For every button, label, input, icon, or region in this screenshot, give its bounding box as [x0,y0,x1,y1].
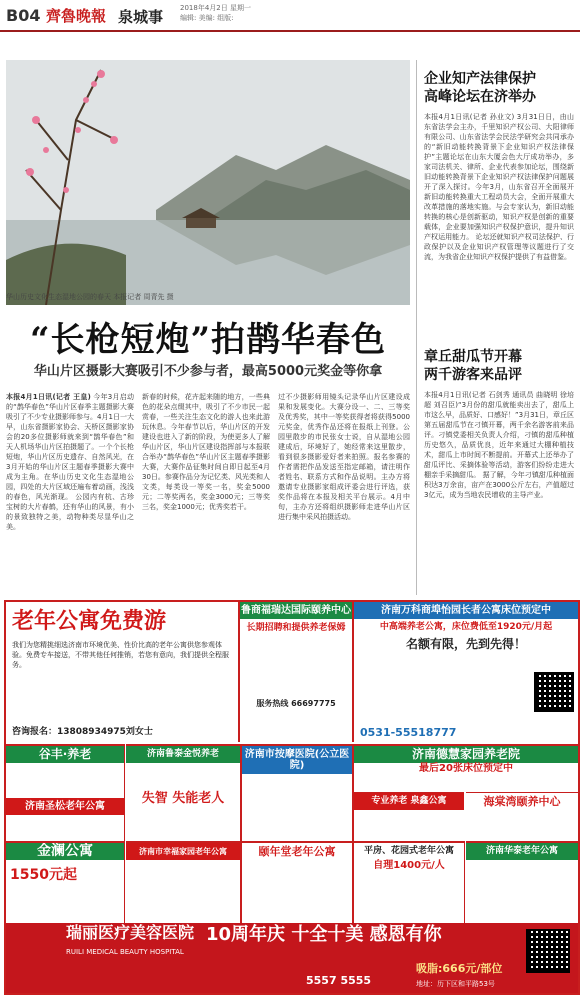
ad-gufeng-title: 谷丰·养老 [6,746,124,763]
ad-shengsong-title: 济南圣松老年公寓 [6,798,124,815]
ad-ruili-phone: 5557 5555 [306,974,372,987]
ad-huatai-title: 济南华泰老年公寓 [466,843,578,860]
ad-ruili-price: 吸脂:666元/部位 [416,962,503,975]
story1-title: 企业知产法律保护 高峰论坛在济举办 [424,71,536,105]
story1-body: 本报4月1日讯(记者 孙业文) 3月31日日，由山东省法学会主办，千里知识产权公司、大阳律师有限公司、山东省法学会民法学研究会共同承办的“新旧动能转换背景下企业知识产权法律保护”主题论坛在山东大厦会色大厅成功举办，多家司法机关、律所、企业代表参加论坛，围绕新旧动能转换背景下企业知识产权法律保护问题展开了深入探讨。今年3月，山东省召开全面展开新旧动能转换重大工程动员大会，全面开展重大改革措施的落地实施。与会专家认为，新旧动能转换的核心是创新驱动，知识产权是创新的重要载体，企业要加强知识产权保护意识，提升知识产权运用能力。 论坛还就知识产权司法保护、行政保护以及企业知识产权管理等议题进行了交流，为我省企业知识产权保护提供了有益借鉴。 [424,113,574,261]
article-column-1 [6,392,134,597]
header-meta: 2018年4月2日 星期一 编辑: 美编: 组版: [180,4,251,22]
article-text-1b: 公园内有杭、古珍宝树的大片春鹤，还有华山的风景，有小的景致独特之美，动物种类尽显华山之美。 [6,493,134,531]
story1-text-2: 论坛还就知识产权司法保护、行政保护以及企业知识产权管理等议题进行了交流，为我省企业知识产权保护提供了有益借鉴。 [424,233,574,261]
ad-lushang-title: 鲁商福瑞达国际颐养中心 [240,602,352,619]
ad-huatai [466,841,578,923]
ad-pingfang [354,841,465,923]
column-divider [416,60,417,595]
section-title: 泉城事 [118,8,164,26]
article-column-2: 新春的时候，花卉起来随的地方，一些典色的花朵点缀其中，吸引了不少市民一起赏春，一些关注生态文化的游人也来此游玩休息。今年春节以后，华山片区的开发建设也进入了新的阶段，为使更多人了解华山片区，华山片区建设指挥部与本报联合举办“鹊华春色”华山片区主题春季摄影大赛，大赛作品征集时间自即日起至4月30日。参赛作品分为记忆类、风光类和人文类，每类设一等奖一名，奖金5000元；二等奖两名，奖金3000元；三等奖三名，奖金1000元；优秀奖若干。 [142,393,270,511]
ad-ruili-address: 地址：历下区和平路53号 [416,980,495,988]
ad-lutai [126,744,242,841]
ad-lushang-phone: 服务热线 66697775 [256,699,336,708]
ad-jinlan-title: 金澜公寓 [6,843,124,860]
ad-free-tour-phone: 咨询报名：13808934975刘女士 [12,727,153,737]
ad-dehui [354,744,578,786]
ad-free-tour-title: 老年公寓免费游 [12,608,167,634]
ad-lushang-sub: 长期招聘和提供养老保姆 [246,623,346,633]
ad-haitangwan-title: 海棠湾颐养中心 [483,795,561,808]
ad-lutai-title: 济南鲁泰金悦养老 [126,746,240,763]
ad-gufeng [6,744,125,841]
story2-title: 章丘甜瓜节开幕 两千游客来品评 [424,349,522,383]
ad-ruili-title: 瑞丽医疗美容医院 [66,923,195,942]
ad-xingfu-title: 济南市幸福家园老年公寓 [126,843,240,860]
newspaper-logo: 齊魯晚報 [46,7,107,25]
ad-haitangwan [466,792,578,840]
ad-vanke-sub: 中高端养老公寓，床位费低至1920元/月起 [379,622,553,632]
ad-ruili-event: 10周年庆 十全十美 感恩有你 [206,924,442,945]
qr-code-icon [526,929,570,973]
story2-byline: 本报4月1日讯(记者 石剑秀 通讯员 曲晓明 徐培超 刘召臣) [424,391,574,409]
wetland-photo-illustration [6,60,410,305]
ad-massage-title: 济南市按摩医院(公立医院) [242,746,352,774]
subheadline: 华山片区摄影大赛吸引不少参与者，最高5000元奖金等你拿 [33,364,383,379]
photo-caption: 华山历史文化生态湿地公园的春天 本报记者 周青先 摄 [6,293,174,301]
ad-ruili-banner [6,923,578,993]
ad-yiniantang-title: 颐年堂老年公寓 [258,845,336,858]
story2-text-2: 据了解，今年刁镇甜瓜种植面积达3万余亩，亩产在3000公斤左右，产值超过3亿元，成为当地农民增收的主导产业。 [424,471,574,499]
ad-lushang [240,602,354,742]
story1-byline: 本报4月1日讯(记者 孙业文) 3月31日 [424,113,546,121]
ad-quanxin [354,792,464,840]
ad-ruili-en: RUILI MEDICAL BEAUTY HOSPITAL [66,948,184,956]
ad-free-tour [6,602,240,742]
qr-code-icon [534,672,574,712]
ad-massage-hospital [242,744,354,841]
page-number: B04 [6,6,41,25]
headline: “长枪短炮”拍鹊华春色 [29,320,387,360]
article-text-1: 今年3月启动的“鹊华春色”华山片区春季主题摄影大赛吸引了不少专业摄影师参与。4月1日一大早，山东省摄影家协会、天桥区摄影家协会的20多位摄影师就来到“鹊华春色”和天人机场华山片区拍摄题了。一个个长枪短炮，华山片区历史遗存、自然风光，在3月开始的华山片区主题春季摄影大赛中成为主角。在华山历史文化生态湿地公园，四处的大片区域还遍布着动画，浅浅的春色，风光渐现。 [6,393,134,501]
ad-dehui-sub: 最后20张床位预定中 [419,763,513,774]
ad-pingfang-title: 平房、花园式老年公寓 [363,846,454,856]
ad-free-tour-text: 我们为您精挑细选济南市环境优美、性价比高的老年公寓供您参观体验。免费专车接送，不带其他任何推销，若您有意向，我们提供全程服务。 [12,641,229,669]
ad-vanke [354,602,578,742]
ad-xingfu [126,841,242,923]
story2-body: 本报4月1日讯(记者 石剑秀 通讯员 曲晓明 徐培超 刘召臣)“3月份的甜瓜就能卖出去了，甜瓜上市这么早，品质好、口感好！”3月31日，章丘区第五届甜瓜节在刁镇开幕，两千余名游客前来品评。刁镇党委相关负责人介绍，刁镇的甜瓜种植历史悠久，品质优良，近年来通过大棚种植技术，甜瓜上市时间不断提前。开幕式上还举办了甜瓜评比、采摘体验等活动，游客们纷纷走进大棚亲手采摘甜瓜。 据了解，今年刁镇甜瓜种植面积达3万余亩，亩产在3000公斤左右，产值超过3亿元，成为当地农民增收的主导产业。 [424,391,574,499]
ad-pingfang-sub: 自理1400元/人 [373,860,445,871]
lead-photo [6,60,410,305]
ad-dehui-title: 济南德慧家园养老院 [354,746,578,763]
advertisement-section [4,600,580,995]
ad-vanke-title: 济南万科商埠怡园长者公寓床位预定中 [354,602,578,619]
ad-jinlan [6,841,125,923]
ad-yiniantang [242,841,354,923]
article-byline: 本报4月1日讯(记者 王皇) [6,393,91,401]
ad-vanke-phone: 0531-55518777 [360,726,457,739]
ad-vanke-slogan: 名额有限，先到先得！ [405,637,526,651]
page-header [0,0,580,32]
ad-jinlan-price: 1550元起 [10,867,77,883]
article-column-3: 过不少摄影师用镜头记录华山片区建设成果和发展变化。大赛分设一、二、三等奖及优秀奖，其中一等奖获得者将获得5000元奖金，优秀作品还将在报纸上刊登。公园里散步的市民张女士说，自从湿地公园建成后，环境好了，她经常来这里散步，看到很多摄影爱好者来拍照。报名参赛的作者需把作品发送至指定邮箱，请注明作者姓名、联系方式和作品说明。主办方将邀请专业摄影家组成评委会进行评选，获奖作品将在本报及相关平台展示。4月中旬，主办方还将组织摄影师走进华山片区进行集中采风拍摄活动。 [278,393,410,521]
ad-lutai-sub: 失智 失能老人 [141,791,225,806]
ad-quanxin-title: 专业养老 泉鑫公寓 [354,793,464,810]
